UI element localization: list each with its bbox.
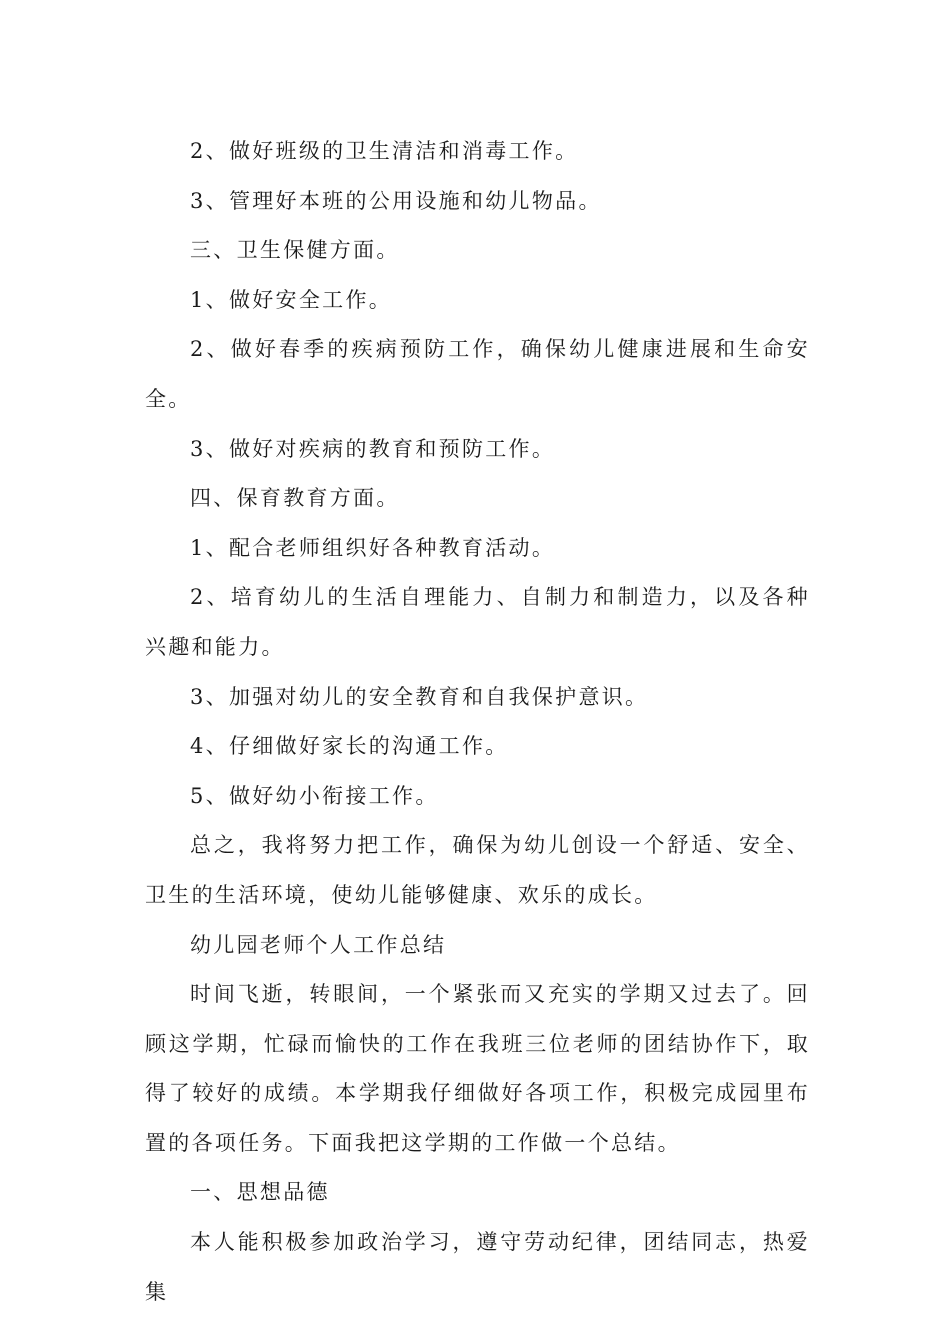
document-subtitle: 幼儿园老师个人工作总结 bbox=[190, 932, 447, 957]
paragraph-item-5-transition: 5、做好幼小衔接工作。 bbox=[190, 783, 439, 808]
paragraph-item-2: 2、做好班级的卫生清洁和消毒工作。 bbox=[190, 139, 579, 163]
paragraph-morality: 本人能积极参加政治学习，遵守劳动纪律，团结同志，热爱集 bbox=[145, 1230, 810, 1304]
paragraph-item-3: 3、管理好本班的公用设施和幼儿物品。 bbox=[190, 188, 602, 213]
paragraph-item-4-parent-communication: 4、仔细做好家长的沟通工作。 bbox=[190, 734, 509, 759]
paragraph-item-1-activities: 1、配合老师组织好各种教育活动。 bbox=[190, 535, 556, 560]
paragraph-item-2-self-care: 2、培育幼儿的生活自理能力、自制力和制造力，以及各种兴趣和能力。 bbox=[145, 585, 810, 659]
paragraph-item-1-safety: 1、做好安全工作。 bbox=[190, 287, 393, 312]
section-heading-morality: 一、思想品德 bbox=[190, 1180, 330, 1205]
section-heading-education: 四、保育教育方面。 bbox=[190, 486, 400, 511]
section-heading-hygiene: 三、卫生保健方面。 bbox=[190, 238, 400, 263]
paragraph-conclusion: 总之，我将努力把工作，确保为幼儿创设一个舒适、安全、卫生的生活环境，使幼儿能够健康、欢乐的成长。 bbox=[145, 833, 810, 907]
paragraph-item-3-disease-education: 3、做好对疾病的教育和预防工作。 bbox=[190, 436, 556, 461]
document-body bbox=[145, 127, 810, 1317]
paragraph-item-2-disease-prevention: 2、做好春季的疾病预防工作，确保幼儿健康进展和生命安全。 bbox=[145, 337, 810, 411]
paragraph-item-3-safety-education: 3、加强对幼儿的安全教育和自我保护意识。 bbox=[190, 684, 649, 709]
paragraph-intro: 时间飞逝，转眼间，一个紧张而又充实的学期又过去了。回顾这学期，忙碌而愉快的工作在我班三位老师的团结协作下，取得了较好的成绩。本学期我仔细做好各项工作，积极完成园里布置的各项任务。下面我把这学期的工作做一个总结。 bbox=[145, 982, 810, 1155]
